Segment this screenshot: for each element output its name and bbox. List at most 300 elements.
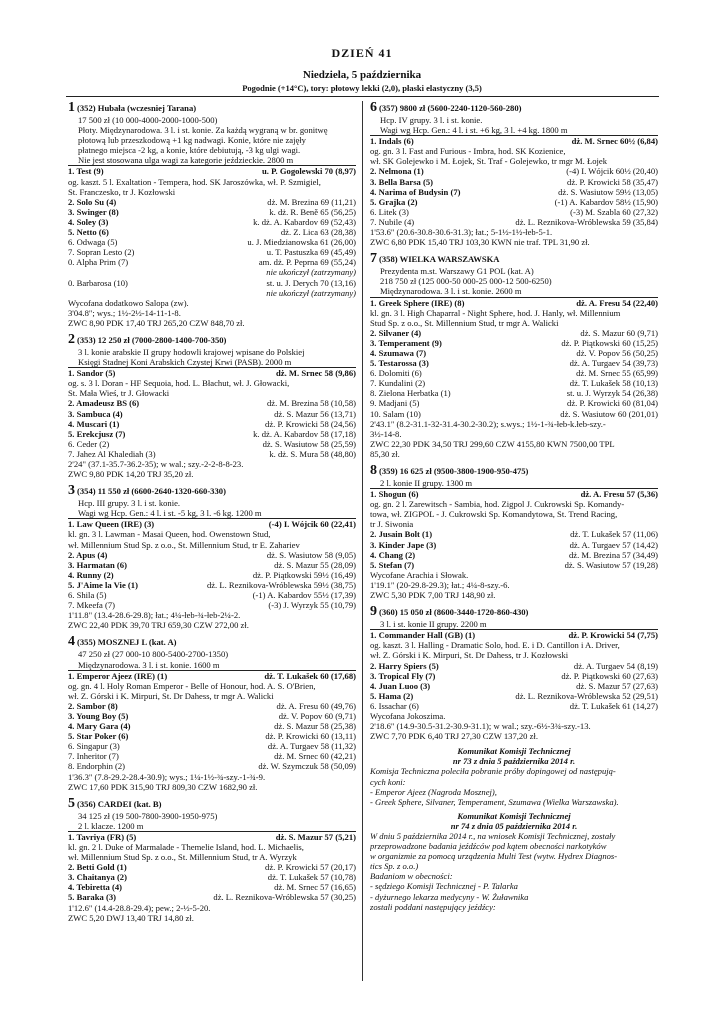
komunikat-line: tics Sp. z o.o.) xyxy=(370,861,419,872)
runner-horse: 3. Bella Barsa (5) xyxy=(370,176,434,187)
runner-row xyxy=(370,177,658,187)
race-block xyxy=(68,797,356,923)
runner-horse: 9. Madjani (5) xyxy=(370,398,420,409)
komunikat-line: Komisja Techniczna poleciła pobranie próby dopingowej od następują- xyxy=(370,766,616,777)
runner-horse: 8. Zielona Herbatka (1) xyxy=(370,388,451,399)
race-number: 7 xyxy=(370,251,377,267)
winner-jockey: u. P. Gogolewski 70 (8,97) xyxy=(262,166,356,177)
komunikat-line: Badaniom w obecności: xyxy=(370,871,453,882)
winner-horse: 1. Law Queen (IRE) (3) xyxy=(68,519,155,530)
komunikat-line: zostali poddani następujący jeźdźcy: xyxy=(370,901,496,912)
race-result-line: ZWC 7,70 PDK 6,40 TRJ 27,30 CZW 137,20 zł. xyxy=(370,731,538,742)
runner-horse: 2. Jusain Bolt (1) xyxy=(370,529,433,540)
runner-horse: 5. Grajka (2) xyxy=(370,196,418,207)
runner-horse: 6. Ceder (2) xyxy=(68,438,110,449)
race-title: (357) 9800 zł (5600-2240-1120-560-280) xyxy=(379,103,522,113)
runner-horse: 4. Runny (2) xyxy=(68,569,114,580)
runner-jockey: nie ukończył (zatrzymany) xyxy=(266,287,356,298)
runner-horse: 4. Chang (2) xyxy=(370,549,416,560)
runner-jockey: st. u. J. Wyrzyk 54 (26,38) xyxy=(566,388,658,399)
race-header xyxy=(68,101,356,115)
race-result-line: ZWC 22,30 PDK 34,50 TRJ 299,60 CZW 4155,80 KWN 7500,00 TPL xyxy=(370,438,615,449)
runner-row xyxy=(68,560,356,570)
winner-jockey: dż. A. Fresu 54 (22,40) xyxy=(576,297,658,308)
runner-row xyxy=(370,378,658,388)
runner-row xyxy=(370,671,658,681)
runner-jockey: dż. P. Krowicki 60 (13,11) xyxy=(265,731,356,742)
runner-jockey: dż. P. Piątkowski 60 (27,63) xyxy=(561,670,658,681)
race-result-line: ZWC 17,60 PDK 315,90 TRJ 809,30 CZW 1682,90 zł. xyxy=(68,781,258,792)
winner-horse: 1. Tavriya (FR) (5) xyxy=(68,831,137,842)
runner-jockey: dż. V. Popov 56 (50,25) xyxy=(576,347,658,358)
runner-jockey: dż. A. Turgaev 57 (14,42) xyxy=(569,539,658,550)
runner-jockey: dż. T. Lukašek 57 (10,78) xyxy=(267,872,356,883)
pedigree-line: kl. gn. 3 l. High Chaparral - Night Sphere, hod. J. Hanly, wł. Millennium xyxy=(370,307,621,318)
runner-horse: 2. Amadeusz BS (6) xyxy=(68,398,140,409)
pedigree-line: og. kaszt. 5 l. Exaltation - Tempera, hod. SK Jaroszówka, wł. P. Szmigiel, xyxy=(68,176,321,187)
runner-row xyxy=(68,731,356,741)
runner-row xyxy=(370,338,658,348)
winner-jockey: dż. M. Srnec 60½ (6,84) xyxy=(571,136,658,147)
runner-horse: 5. J'Aime la Vie (1) xyxy=(68,579,138,590)
runner-jockey: dż. T. Lukašek 61 (14,27) xyxy=(569,700,658,711)
race-conditions-line: 218 750 zł (125 000-50 000-25 000-12 500-6250) xyxy=(380,276,552,287)
runner-jockey: dż. P. Krowicki 57 (20,17) xyxy=(265,862,356,873)
race-conditions-line: Księgi Stadnej Koni Arabskich Czystej Krwi (PASB). 2000 m xyxy=(68,357,356,368)
komunikat-74-body xyxy=(370,831,658,912)
runner-jockey: dż. T. Lukašek 58 (10,13) xyxy=(569,378,658,389)
race-result-line: 2'43.1" (8.2-31.1-32-31.4-30.2-30.2); s.wys.; 1½-1-¾-łeb-k.łeb-szy.- xyxy=(370,418,606,429)
race-header xyxy=(68,333,356,347)
runner-horse: 4. Szumawa (7) xyxy=(370,347,427,358)
runner-row xyxy=(68,237,356,247)
runner-jockey: dż. P. Krowicki 58 (35,47) xyxy=(567,176,658,187)
race-result-line: ZWC 9,80 PDK 14,20 TRJ 35,20 zł. xyxy=(68,469,194,480)
left-column xyxy=(68,101,356,928)
race-result-line: ZWC 6,80 PDK 15,40 TRJ 103,30 KWN nie traf. TPL 31,90 zł. xyxy=(370,237,590,248)
race-result-line: 1'11.8" (13.4-28.6-29.8); łat.; 4¼-łeb-¾-łeb-2¼-2. xyxy=(68,610,241,621)
runner-horse: 8. Endorphin (2) xyxy=(68,761,126,772)
runner-horse: 6. Dolomiti (6) xyxy=(370,368,422,379)
runner-row xyxy=(370,388,658,398)
pedigree-line: St. Mała Wieś, tr J. Głowacki xyxy=(68,388,170,399)
pedigree-line: og. gn. 4 l. Holy Roman Emperor - Belle of Honour, hod. A. S. O'Brien, xyxy=(68,680,316,691)
race-number: 5 xyxy=(68,795,75,811)
race-result-line: 1'36.3" (7.8-29.2-28.4-30.9); wys.; 1¼-1½-¾-szy.-1-¾-9. xyxy=(68,771,266,782)
winner-horse: 1. Emperor Ajeez (IRE) (1) xyxy=(68,670,168,681)
komunikat-line: W dniu 5 października 2014 r., na wniosek Komisji Technicznej, zostały xyxy=(370,831,616,841)
runner-jockey: dż. M. Srnec 57 (16,65) xyxy=(274,882,356,893)
race-result-line: 1'53.6" (20.6-30.8-30.6-31.3); łat.; 5-1½-1½-łeb-5-1. xyxy=(370,227,553,238)
winner-jockey: (-4) I. Wójcik 60 (22,41) xyxy=(268,519,356,530)
winner-row xyxy=(68,166,356,176)
race-conditions-line: 2 l. klacze. 1200 m xyxy=(68,821,356,832)
runner-row xyxy=(370,197,658,207)
runner-horse: 2. Betti Gold (1) xyxy=(68,862,127,873)
race-result-line: 3½-14-8. xyxy=(370,428,402,439)
runner-jockey: st. u. J. Derych 70 (13,16) xyxy=(266,277,356,288)
runner-jockey: dż. T. Lukašek 57 (11,06) xyxy=(570,529,658,540)
pedigree-line: Stud Sp. z o.o., St. Millennium Stud, tr mgr A. Walicki xyxy=(370,317,559,328)
race-result-line: ZWC 22,40 PDK 39,70 TRJ 659,30 CZW 272,00 zł. xyxy=(68,620,249,631)
runner-jockey: dż. M. Brezina 58 (10,58) xyxy=(266,398,356,409)
race-title: (359) 16 625 zł (9500-3800-1900-950-475) xyxy=(379,466,529,476)
race-header xyxy=(370,252,658,266)
winner-jockey: dż. T. Lukašek 60 (17,68) xyxy=(264,670,356,681)
runner-row xyxy=(68,278,356,288)
race-title: (355) MOSZNEJ L (kat. A) xyxy=(77,637,177,648)
race-conditions-line: 3 l. konie arabskie II grupy hodowli krajowej wpisane do Polskiej xyxy=(78,346,305,357)
runner-row xyxy=(68,267,356,277)
race-number: 1 xyxy=(68,100,75,115)
runner-row xyxy=(370,368,658,378)
race-conditions-line: 2 l. konie II grupy. 1300 m xyxy=(370,478,658,489)
runner-jockey: (-1) A. Kabardov 58½ (15,90) xyxy=(554,196,658,207)
runner-row xyxy=(370,661,658,671)
runner-horse: 3. Swinger (8) xyxy=(68,206,119,217)
runner-jockey: dż. P. Krowicki 58 (24,56) xyxy=(265,418,356,429)
pedigree-line: wł. Z. Górski i K. Mirpuri, St. Dr Dahess, tr mgr A. Walicki xyxy=(68,690,274,701)
race-conditions-line: Prezydenta m.st. Warszawy G1 POL (kat. A) xyxy=(380,266,534,277)
winner-row xyxy=(370,136,658,146)
runner-jockey: (-3) M. Szabla 60 (27,32) xyxy=(570,206,658,217)
runner-horse: 3. Chaitanya (2) xyxy=(68,872,127,883)
runner-jockey: dż. S. Mazur 55 (28,09) xyxy=(274,559,356,570)
race-result-line: Wycofana dodatkowo Salopa (zw). xyxy=(68,297,189,308)
runner-jockey: dż. M. Brezina 57 (34,49) xyxy=(568,549,658,560)
race-result-line: 2'24" (37.1-35.7-36.2-35); w wal.; szy.-2-2-8-8-23. xyxy=(68,459,244,469)
runner-row xyxy=(370,560,658,570)
komunikat-73-body xyxy=(370,766,658,806)
race-number: 6 xyxy=(370,100,377,115)
pedigree-line: St. Franczesko, tr J. Kozłowski xyxy=(68,186,176,197)
race-result-line: ZWC 5,30 PDK 7,00 TRJ 148,90 zł. xyxy=(370,590,496,601)
race-result-line: 85,30 zł. xyxy=(370,448,400,459)
race-conditions-line: Hcp. III grupy. 3 l. i st. konie. xyxy=(78,498,181,509)
runner-row xyxy=(370,691,658,701)
runner-row xyxy=(68,570,356,580)
komunikat-74 xyxy=(370,811,658,912)
pedigree-line: towa, wł. ZIGPOL - J. Cukrowski Sp. Komandytowa, St. Trend Racing, xyxy=(370,509,618,520)
runner-horse: 5. Testarossa (3) xyxy=(370,358,429,369)
runner-horse: 4. Soley (3) xyxy=(68,216,109,227)
race-title: (358) WIELKA WARSZAWSKA xyxy=(379,254,500,265)
komunikat-73-title: Komunikat Komisji Technicznej xyxy=(457,746,571,757)
race-header xyxy=(68,484,356,498)
race-conditions-line: Wagi wg Hcp. Gen.: 4 l. i st. -5 kg, 3 l. -6 kg. 1200 m xyxy=(68,508,356,519)
race-result-line: 3'04.8"; wys.; 1½-2½-14-11-1-8. xyxy=(68,307,181,318)
runner-jockey: dż. A. Turgaev 54 (8,19) xyxy=(573,660,658,671)
runner-row xyxy=(370,217,658,227)
runner-horse: 7. Kundalini (2) xyxy=(370,378,426,389)
runner-row xyxy=(68,892,356,902)
runner-jockey: dż. L. Reznikova-Wróblewska 59 (35,84) xyxy=(515,216,658,227)
runner-row xyxy=(68,227,356,237)
race-title: (353) 12 250 zł (7000-2800-1400-700-350) xyxy=(77,334,227,345)
runner-jockey: (-4) I. Wójcik 60½ (20,40) xyxy=(566,166,658,177)
race-block xyxy=(370,252,658,459)
race-conditions-line: płatnego miejsca -2 kg, a konie, które debiutują, -3 kg ulgi wagi. xyxy=(78,145,301,156)
race-conditions-line: 34 125 zł (19 500-7800-3900-1950-975) xyxy=(78,810,218,821)
runner-row xyxy=(370,348,658,358)
runner-horse: 4. Muscari (1) xyxy=(68,418,120,429)
pedigree-line: wł. Millennium Stud Sp. z o.o., St. Millennium Stud, tr E. Zahariev xyxy=(68,539,300,550)
race-conditions-line: 47 250 zł (27 000-10 800-5400-2700-1350) xyxy=(78,649,229,660)
runner-jockey: dż. S. Wasiutow 57 (19,28) xyxy=(564,559,658,570)
race-header xyxy=(370,464,658,478)
winner-horse: 1. Commander Hall (GB) (1) xyxy=(370,630,476,641)
race-conditions-line: Nie jest stosowana ulga wagi za kategorie jeździeckie. 2800 m xyxy=(68,155,356,166)
runner-row xyxy=(68,439,356,449)
runner-jockey: (-1) A. Kabardov 55½ (17,39) xyxy=(252,590,356,601)
runner-jockey: dż. P. Krowicki 60 (81,04) xyxy=(567,398,658,409)
race-conditions-line: Międzynarodowa. 3 l. i st. konie. 1600 m xyxy=(68,660,356,671)
runner-row xyxy=(68,409,356,419)
runner-row xyxy=(68,882,356,892)
race-header xyxy=(68,797,356,811)
race-number: 2 xyxy=(68,331,75,347)
runner-row xyxy=(370,540,658,550)
runner-horse: 7. Nubile (4) xyxy=(370,216,415,227)
race-result-line: ZWC 8,90 PDK 17,40 TRJ 265,20 CZW 848,70 zł. xyxy=(68,317,245,328)
runner-jockey: u. J. Miedzianowska 61 (26,00) xyxy=(247,237,356,248)
winner-row xyxy=(68,368,356,378)
runner-row xyxy=(68,207,356,217)
komunikat-line: - Greek Sphere, Silvaner, Temperament, Szumawa (Wielka Warszawska). xyxy=(370,796,619,807)
runner-jockey: dż. L. Reznikova-Wróblewska 52 (29,51) xyxy=(515,690,658,701)
race-number: 3 xyxy=(68,483,75,499)
runner-row xyxy=(68,419,356,429)
runner-jockey: k. dż. S. Mura 58 (48,80) xyxy=(269,448,356,459)
winner-horse: 1. Greek Sphere (IRE) (8) xyxy=(370,297,465,308)
komunikat-line: - dyżurnego lekarza medycyny - W. Żuławnika xyxy=(370,891,529,902)
runner-jockey: am. dż. P. Peprna 69 (55,24) xyxy=(258,257,356,268)
runner-horse: 4. Mary Gara (4) xyxy=(68,721,131,732)
pedigree-line: tr J. Siwonia xyxy=(370,519,414,530)
komunikat-73 xyxy=(370,746,658,807)
race-conditions-line: Hcp. IV grupy. 3 l. i st. konie. xyxy=(380,115,483,125)
runner-jockey: dż. S. Mazur 57 (27,63) xyxy=(576,680,658,691)
runner-horse: 6. Shila (5) xyxy=(68,590,107,601)
winner-horse: 1. Test (9) xyxy=(68,166,104,177)
header-rule xyxy=(66,96,659,97)
winner-row xyxy=(68,832,356,842)
race-title: (354) 11 550 zł (6600-2640-1320-660-330) xyxy=(77,486,226,497)
runner-row xyxy=(370,409,658,419)
race-header xyxy=(68,635,356,649)
runner-row xyxy=(370,166,658,176)
race-conditions-line: płotową lub przeszkodową +1 kg nadwagi. Konie, które nie zajęły xyxy=(78,135,306,146)
race-block xyxy=(68,484,356,630)
runner-horse: 5. Erekcjusz (7) xyxy=(68,428,126,439)
winner-jockey: dż. A. Fresu 57 (5,36) xyxy=(580,489,658,500)
runner-jockey: dż. W. Szymczuk 58 (50,09) xyxy=(258,761,356,772)
winner-horse: 1. Sandor (5) xyxy=(68,368,116,379)
race-number: 8 xyxy=(370,463,377,478)
runner-jockey: nie ukończył (zatrzymany) xyxy=(266,267,356,278)
runner-row xyxy=(68,449,356,459)
runner-row xyxy=(68,711,356,721)
runner-row xyxy=(370,701,658,711)
runner-row xyxy=(68,429,356,439)
runner-horse: 5. Hama (2) xyxy=(370,690,414,701)
runner-horse: 4. Narima of Budysin (7) xyxy=(370,186,461,197)
runner-row xyxy=(370,187,658,197)
runner-horse: 6. Issachar (6) xyxy=(370,700,419,711)
komunikat-line: przeprowadzone badania jeźdźców pod kątem obecności narkotyków xyxy=(370,841,607,852)
runner-horse: 3. Temperament (9) xyxy=(370,337,442,348)
runner-row xyxy=(370,681,658,691)
runner-jockey: dż. P. Piątkowski 60 (15,25) xyxy=(561,337,658,348)
day-heading: DZIEŃ 41 xyxy=(331,46,393,60)
race-conditions-line: Międzynarodowa. 3 l. i st. konie. 2600 m xyxy=(370,286,658,297)
runner-jockey: k. dż. A. Kabardov 58 (17,18) xyxy=(253,428,356,439)
date-heading: Niedziela, 5 października xyxy=(302,69,422,81)
race-result-line: Wycofane Arachia i Słowak. xyxy=(370,569,469,580)
winner-row xyxy=(370,298,658,308)
race-block xyxy=(370,101,658,247)
race-number: 9 xyxy=(370,604,377,620)
pedigree-line: og. gn. 2 l. Zarewitsch - Sambia, hod. Zigpol J. Cukrowski Sp. Komandy- xyxy=(370,499,625,510)
runner-row xyxy=(68,862,356,872)
komunikat-line: - sędziego Komisji Technicznej - P. Talarka xyxy=(370,881,518,892)
race-conditions-line: 3 l. i st. konie II grupy. 2200 m xyxy=(370,619,658,630)
runner-jockey: dż. A. Turgaev 58 (11,32) xyxy=(267,741,356,752)
pedigree-line: og. s. 3 l. Doran - HF Sequoia, hod. L. Błachut, wł. J. Głowacki, xyxy=(68,378,290,389)
right-races xyxy=(370,101,658,741)
race-title: (360) 15 050 zł (8600-3440-1720-860-430) xyxy=(379,607,529,618)
runner-row xyxy=(68,550,356,560)
runner-row xyxy=(68,721,356,731)
runner-horse: 3. Harmatan (6) xyxy=(68,559,127,570)
runner-jockey: dż. M. Srnec 55 (65,99) xyxy=(576,368,658,379)
runner-row xyxy=(68,872,356,882)
race-result-line: 2'18.6" (14.9-30.5-31.2-30.9-31.1); w wal.; szy.-6½-3¾-szy.-13. xyxy=(370,721,591,732)
runner-jockey: dż. M. Srnec 60 (42,21) xyxy=(274,751,356,762)
race-number: 4 xyxy=(68,634,75,650)
komunikat-74-number: nr 74 z dnia 05 października 2014 r. xyxy=(450,820,578,831)
winner-row xyxy=(370,489,658,499)
runner-jockey: dż. M. Brezina 69 (11,21) xyxy=(267,196,356,207)
komunikat-line: - Emperor Ajeez (Nagroda Mosznej), xyxy=(370,786,497,797)
runner-jockey: dż. Z. Lica 63 (28,38) xyxy=(280,227,356,238)
runner-row xyxy=(370,529,658,539)
race-conditions-line: Wagi wg Hcp. Gen.: 4 l. i st. +6 kg, 3 l. +4 kg. 1800 m xyxy=(370,125,658,136)
runner-horse: 6. Litek (3) xyxy=(370,206,409,217)
race-block xyxy=(370,464,658,600)
komunikat-line: w organizmie za pomocą urządzenia Multi Test (wytw. Hydrex Diagnos- xyxy=(370,851,618,862)
runner-horse: 3. Kinder Jape (3) xyxy=(370,539,437,550)
runner-jockey: dż. L. Reznikova-Wróblewska 59½ (38,75) xyxy=(206,579,356,590)
winner-jockey: dż. P. Krowicki 54 (7,75) xyxy=(568,630,658,641)
runner-row xyxy=(68,398,356,408)
pedigree-line: kl. gn. 3 l. Lawman - Masai Queen, hod. Owenstown Stud, xyxy=(68,529,271,540)
runner-row xyxy=(68,288,356,298)
runner-row xyxy=(68,197,356,207)
runner-jockey: dż. A. Turgaev 54 (39,73) xyxy=(569,358,658,369)
runner-horse: 6. Odwaga (5) xyxy=(68,237,118,248)
runner-row xyxy=(68,751,356,761)
winner-jockey: dż. M. Srnec 58 (9,86) xyxy=(276,368,356,379)
runner-row xyxy=(370,398,658,408)
winner-row xyxy=(68,519,356,529)
runner-row xyxy=(68,247,356,257)
column-separator xyxy=(362,101,363,981)
runner-horse: 5. Stefan (7) xyxy=(370,559,415,570)
race-block xyxy=(68,333,356,479)
pedigree-line: og. gn. 3 l. Fast and Furious - Imbra, hod. SK Kozienice, xyxy=(370,146,566,157)
runner-jockey: dż. S. Mazur 58 (25,38) xyxy=(274,721,356,732)
runner-horse: 2. Silvaner (4) xyxy=(370,327,422,338)
komunikat-line: cych koni: xyxy=(370,776,406,787)
weather-line: Pogodnie (+14°C), tory: płotowy lekki (2,0), płaski elastyczny (3,5) xyxy=(242,83,482,93)
runner-jockey: k. dż. A. Kabardov 69 (52,43) xyxy=(253,216,356,227)
runner-horse: 7. Jahez Al Khalediah (3) xyxy=(68,448,156,459)
pedigree-line: wł. Millennium Stud Sp. z o.o., St. Millennium Stud, tr A. Wyrzyk xyxy=(68,852,297,863)
runner-row xyxy=(68,701,356,711)
runner-jockey: dż. P. Piątkowski 59½ (16,49) xyxy=(252,569,356,580)
runner-horse: 0. Alpha Prim (7) xyxy=(68,257,129,268)
runner-row xyxy=(68,580,356,590)
komunikat-74-title: Komunikat Komisji Technicznej xyxy=(457,810,571,821)
runner-horse: 5. Netto (6) xyxy=(68,227,109,238)
runner-row xyxy=(68,257,356,267)
race-header xyxy=(370,605,658,619)
race-conditions-line: 17 500 zł (10 000-4000-2000-1000-500) xyxy=(78,115,218,125)
runner-horse: 5. Star Poker (6) xyxy=(68,731,129,742)
runner-horse: 7. Inheritor (7) xyxy=(68,751,119,762)
runner-horse: 2. Apus (4) xyxy=(68,549,108,560)
runner-jockey: dż. A. Fresu 60 (49,76) xyxy=(276,700,356,711)
runner-jockey: dż. V. Popov 60 (9,71) xyxy=(278,710,356,721)
runner-row xyxy=(68,761,356,771)
runner-jockey: dż. S. Wasiutow 58 (25,59) xyxy=(262,438,356,449)
winner-horse: 1. Indals (6) xyxy=(370,136,414,147)
runner-row xyxy=(68,741,356,751)
runner-row xyxy=(68,590,356,600)
race-result-line: ZWC 5,20 DWJ 13,40 TRJ 14,80 zł. xyxy=(68,912,194,923)
runner-jockey: dż. L. Reznikova-Wróblewska 57 (30,25) xyxy=(213,892,356,903)
pedigree-line: kl. gn. 2 l. Duke of Marmalade - Themelie Island, hod. L. Michaelis, xyxy=(68,842,304,852)
race-title: (352) Hubała (wczesniej Tarana) xyxy=(77,103,197,113)
runner-jockey: (-3) J. Wyrzyk 55 (10,79) xyxy=(268,600,356,611)
race-header xyxy=(370,101,658,115)
runner-horse: 5. Baraka (3) xyxy=(68,892,116,903)
runner-jockey: dż. S. Wasiutow 60 (201,01) xyxy=(560,408,658,419)
pedigree-line: og. kaszt. 3 l. Halling - Dramatic Solo, hod. E. i D. Cantillon i A. Driver, xyxy=(370,640,620,651)
runner-horse: 2. Sambor (8) xyxy=(68,700,118,711)
runner-row xyxy=(370,207,658,217)
runner-horse: 3. Tropical Fly (7) xyxy=(370,670,436,681)
pedigree-line: wł. Z. Górski i K. Mirpuri, St. Dr Dahess, tr J. Kozłowski xyxy=(370,650,569,661)
winner-horse: 1. Shogun (6) xyxy=(370,489,419,500)
runner-horse: 0. Barbarosa (10) xyxy=(68,277,128,288)
runner-jockey: k. dż. R. Beně 65 (56,25) xyxy=(269,206,356,217)
runner-horse: 3. Sambuca (4) xyxy=(68,408,123,419)
race-result-line: Wycofana Jokoszima. xyxy=(370,710,446,721)
race-conditions-line: Płoty. Międzynarodowa. 3 l. i st. konie. Za każdą wygraną w br. gonitwę xyxy=(78,125,328,136)
runner-jockey: dż. S. Mazur 56 (13,71) xyxy=(274,408,356,419)
runner-row xyxy=(370,358,658,368)
winner-row xyxy=(370,630,658,640)
runner-jockey: u. T. Pastuszka 69 (45,49) xyxy=(266,247,356,258)
runner-row xyxy=(370,328,658,338)
runner-horse: 2. Harry Spiers (5) xyxy=(370,660,439,671)
race-result-line: 1'19.1" (20-29.8-29.3); łat.; 4¼-8-szy.-6. xyxy=(370,579,510,590)
runner-horse: 4. Juan Luoo (3) xyxy=(370,680,431,691)
runner-horse: 3. Young Boy (5) xyxy=(68,710,129,721)
race-block xyxy=(370,605,658,741)
